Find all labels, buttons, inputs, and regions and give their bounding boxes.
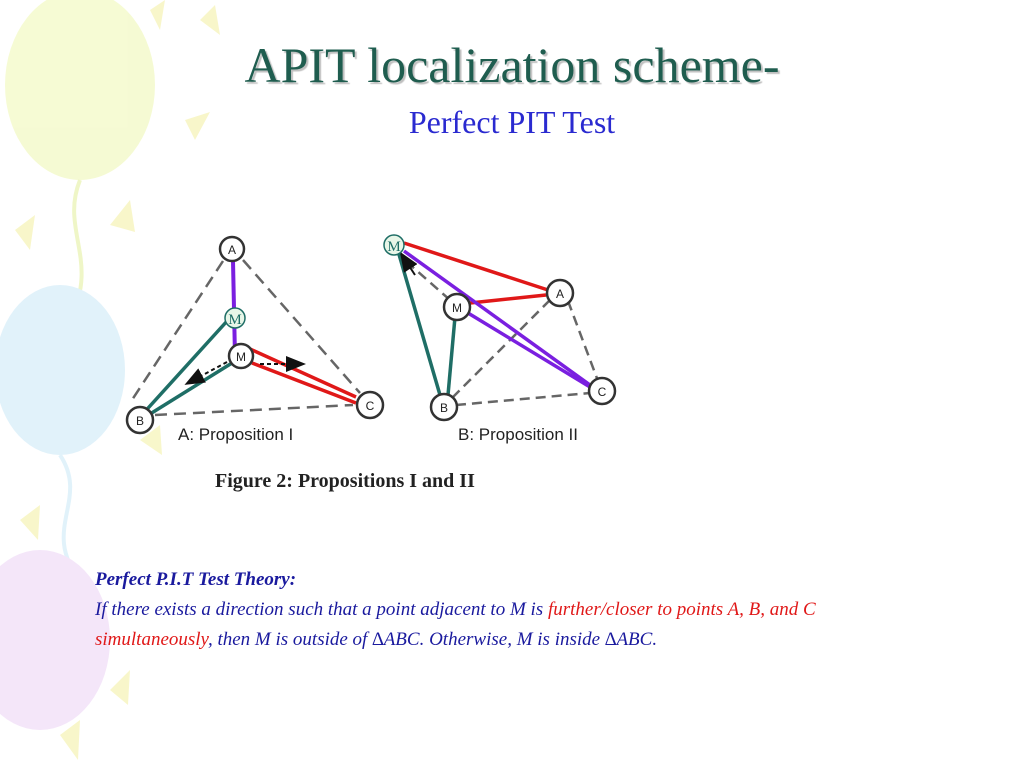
line-m-c-purple — [468, 313, 590, 387]
line-m-b-teal — [448, 317, 455, 395]
propositions-figure — [110, 225, 630, 505]
ray — [110, 670, 130, 705]
figure-caption: Figure 2: Propositions I and II — [215, 470, 475, 492]
line-m-a-red — [470, 295, 546, 303]
svg-text:B: B — [135, 414, 145, 428]
slide-subtitle: Perfect PIT Test — [408, 104, 616, 140]
m-tag — [384, 235, 404, 255]
ray — [15, 215, 35, 250]
node-a — [547, 280, 573, 306]
theory-heading: Perfect P.I.T Test Theory: — [95, 569, 297, 590]
line-b-mtag-teal — [140, 320, 228, 417]
edge-ab-dashed — [130, 261, 223, 403]
node-b — [127, 407, 153, 433]
node-a — [220, 237, 244, 261]
theory-text-2: , then M is outside of ∆ABC. Otherwise, M is inside ∆ABC. — [207, 629, 658, 650]
edge-bc-dashed — [155, 405, 353, 415]
node-c — [589, 378, 615, 404]
svg-text:M: M — [236, 350, 246, 364]
m-tag — [225, 308, 245, 328]
theory-body — [95, 595, 915, 655]
ray — [20, 505, 40, 540]
line-m-c-red-2 — [252, 363, 356, 403]
edge-ac-dashed — [568, 301, 598, 381]
balloon-yellow — [5, 0, 155, 180]
line-m-c-red-1 — [250, 349, 356, 397]
ray — [200, 5, 220, 35]
svg-text:A: A — [555, 287, 565, 301]
panel-a-label: A: Proposition I — [178, 425, 294, 444]
node-c — [357, 392, 383, 418]
theory-block — [95, 565, 915, 655]
slide-title: APIT localization scheme- — [244, 37, 780, 93]
balloon-purple — [0, 550, 110, 730]
theory-text-1: If there exists a direction such that a point adjacent to M is — [95, 599, 548, 620]
svg-text:C: C — [365, 399, 375, 413]
panel-a — [127, 237, 383, 444]
svg-text:B: B — [439, 401, 449, 415]
panel-b-label: B: Proposition II — [458, 425, 579, 444]
svg-text:C: C — [597, 385, 607, 399]
node-b — [431, 394, 457, 420]
svg-text:M: M — [452, 301, 462, 315]
svg-text:M: M — [387, 239, 401, 255]
theory-highlight: further/closer to points A, B, and C simultaneously — [95, 599, 816, 650]
ray — [150, 0, 165, 30]
node-m — [444, 294, 470, 320]
svg-text:A: A — [227, 243, 237, 257]
node-m — [229, 344, 253, 368]
balloon-blue — [0, 285, 125, 455]
ray — [60, 720, 80, 760]
svg-text:M: M — [228, 312, 242, 328]
edge-bc-dashed — [456, 393, 590, 405]
panel-b — [384, 235, 615, 444]
